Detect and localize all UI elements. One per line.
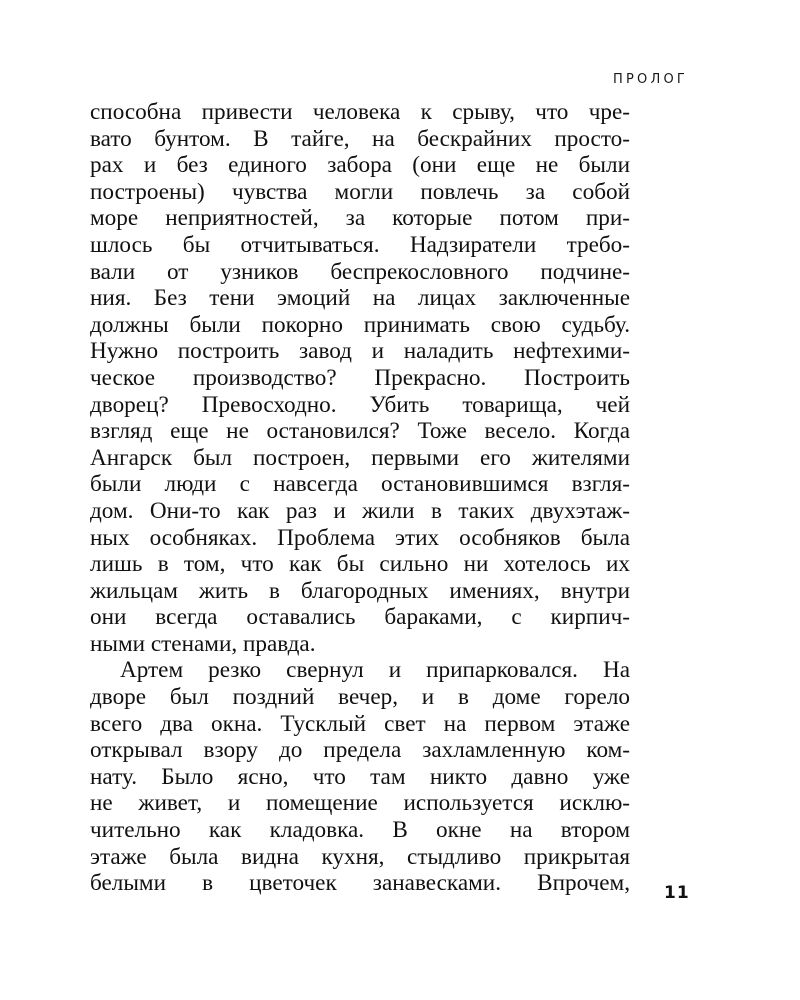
text-line: должны были покорно принимать свою судьбу. xyxy=(90,311,630,338)
text-line: дворе был поздний вечер, и в доме горело xyxy=(90,684,630,711)
text-line: вали от узников беспрекословного подчине- xyxy=(90,258,630,285)
body-text xyxy=(90,99,630,897)
page-number: 11 xyxy=(664,883,690,903)
text-line: чительно как кладовка. В окне на втором xyxy=(90,817,630,844)
text-line: открывал взору до предела захламленную ком- xyxy=(90,737,630,764)
text-line: Нужно построить завод и наладить нефтехими- xyxy=(90,338,630,365)
text-line: они всегда оставались бараками, с кирпич- xyxy=(90,604,630,631)
text-line: рах и без единого забора (они еще не были xyxy=(90,152,630,179)
text-line: ных особняках. Проблема этих особняков была xyxy=(90,524,630,551)
text-line: всего два окна. Тусклый свет на первом этаже xyxy=(90,710,630,737)
text-line: Ангарск был построен, первыми его жителями xyxy=(90,444,630,471)
text-line: взгляд еще не остановился? Тоже весело. Когда xyxy=(90,418,630,445)
running-head: ПРОЛОГ xyxy=(613,72,688,87)
text-line: ния. Без тени эмоций на лицах заключенные xyxy=(90,285,630,312)
text-line: этаже была видна кухня, стыдливо прикрытая xyxy=(90,843,630,870)
text-line: ческое производство? Прекрасно. Построить xyxy=(90,364,630,391)
text-line: вато бунтом. В тайге, на бескрайних просто- xyxy=(90,125,630,152)
text-line: способна привести человека к срыву, что чре- xyxy=(90,99,630,125)
text-line: построены) чувства могли повлечь за собой xyxy=(90,178,630,205)
text-line: лишь в том, что как бы сильно ни хотелось их xyxy=(90,551,630,578)
text-line: белыми в цветочек занавесками. Впрочем, xyxy=(90,870,630,897)
text-line: дом. Они-то как раз и жили в таких двухэтаж- xyxy=(90,497,630,524)
text-line: дворец? Превосходно. Убить товарища, чей xyxy=(90,391,630,418)
text-line: Артем резко свернул и припарковался. На xyxy=(120,657,630,684)
text-line: ными стенами, правда. xyxy=(90,630,316,657)
text-line: были люди с навсегда остановившимся взгля- xyxy=(90,471,630,498)
text-line: нату. Было ясно, что там никто давно уже xyxy=(90,763,630,790)
text-line: не живет, и помещение используется исклю- xyxy=(90,790,630,817)
paragraph xyxy=(90,99,630,657)
text-line: жильцам жить в благородных имениях, внутри xyxy=(90,577,630,604)
text-line: шлось бы отчитываться. Надзиратели требо- xyxy=(90,231,630,258)
text-line: море неприятностей, за которые потом при- xyxy=(90,205,630,232)
paragraph xyxy=(90,657,630,896)
